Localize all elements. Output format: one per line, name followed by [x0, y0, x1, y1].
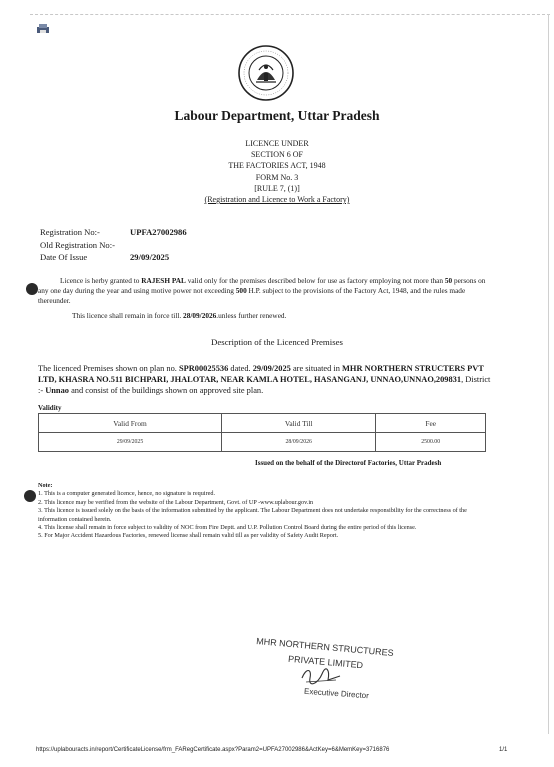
printer-icon	[36, 24, 50, 34]
column-header-valid-from: Valid From	[39, 414, 222, 433]
up-government-emblem	[237, 44, 295, 102]
note-item: 3. This licence is issued solely on the basis of the information submitted by the applicant. The Labour Department does not undertake responsibility for the correctness of the information contained herein.	[38, 507, 467, 523]
validity-label: Validity	[38, 404, 62, 412]
plan-number: SPR00025536	[178, 364, 229, 373]
premises-address: MHR NORTHERN STRUCTERS PVT LTD, KHASRA NO.511 BICHPARI, JHALOTAR, NEAR KAMLA HOTEL, HASANGANJ, UNNAO,UNNAO,209831	[38, 364, 484, 384]
old-registration-label: Old Registration No:-	[40, 239, 115, 250]
note-item: 5. For Major Accident Hazardous Factories, renewed license shall remain valid till as per validity of Safety Audit Report.	[38, 532, 339, 540]
heading-line: THE FACTORIES ACT, 1948	[228, 161, 326, 171]
date-of-issue-label: Date Of Issue	[40, 252, 88, 263]
signature-mark	[296, 664, 346, 688]
heading-line: SECTION 6 OF	[250, 150, 303, 160]
registration-no-label: Registration No:-	[40, 227, 100, 237]
licence-grant-paragraph: Licence is herby granted to RAJESH PAL valid only for the premises described below for use as factory employing not more than 50 persons on any one day during the year and using motive power not exceeding 500 H.P. subject to the provisions of the Factory Act, 1948, and the rules made thereunder.	[38, 276, 486, 305]
validity-table	[38, 413, 486, 452]
licence-force-paragraph: This licence shall remain in force till. 28/09/2026.unless further renewed.	[72, 311, 287, 320]
table-header-row	[39, 414, 486, 433]
column-header-valid-till: Valid Till	[222, 414, 376, 433]
fee-cell: 2500.00	[376, 433, 486, 452]
footer-page-number: 1/1	[499, 747, 508, 753]
heading-line: FORM No. 3	[255, 172, 299, 182]
column-header-fee: Fee	[376, 414, 486, 433]
premises-paragraph: The licenced Premises shown on plan no. SPR00025536 dated. 29/09/2025 are situated in MHR NORTHERN STRUCTERS PVT LTD, KHASRA NO.511 BICHPARI, JHALOTAR, NEAR KAMLA HOTEL, HASANGANJ, UNNAO,UNNAO,209831, District :- Unnao and consist of the buildings shown on approved site plan.	[38, 364, 491, 395]
stamp-company-type: PRIVATE LIMITED	[287, 653, 364, 671]
licence-heading-block	[0, 138, 554, 205]
force-till-date: 28/09/2026	[183, 311, 217, 320]
punch-hole-mark	[24, 490, 36, 502]
plan-date: 29/09/2025	[252, 364, 291, 373]
valid-from-cell: 29/09/2025	[39, 433, 222, 452]
registration-no-value: UPFA27002986	[130, 227, 187, 237]
premises-description-title: Description of the Licenced Premises	[211, 337, 343, 347]
licensee-name: RAJESH PAL	[141, 276, 186, 285]
max-persons: 50	[444, 276, 453, 285]
company-stamp	[256, 638, 396, 718]
date-of-issue-value: 29/09/2025	[130, 252, 170, 263]
footer-url: https://uplabouracts.in/report/CertificateLicense/frm_FARegCertificate.aspx?Param2=UPFA27002986&ActKey=6&MemKey=3716876	[36, 747, 390, 753]
punch-hole-mark	[26, 283, 38, 295]
scan-edge-top	[30, 14, 550, 15]
note-item: 1. This is a computer generated licence, hence, no signature is required.	[38, 490, 216, 498]
notes-block	[38, 482, 488, 541]
heading-line: [RULE 7, (1)]	[254, 183, 300, 193]
notes-label: Note:	[38, 482, 53, 489]
issued-on-behalf-line: Issued on the behalf of the Directorof Factories, Uttar Pradesh	[255, 459, 442, 467]
licence-subtitle: (Registration and Licence to Work a Factory)	[204, 195, 350, 205]
district-name: Unnao	[45, 386, 69, 395]
table-row	[39, 433, 486, 452]
registration-block	[40, 226, 187, 264]
note-item: 4. This license shall remain in force subject to validity of NOC from Fire Deptt. and U.P. Pollution Control Board during the entire period of this license.	[38, 524, 417, 532]
document-title: Labour Department, Uttar Pradesh	[174, 108, 380, 123]
heading-line: LICENCE UNDER	[245, 139, 309, 148]
stamp-company-name: MHR NORTHERN STRUCTURES	[255, 636, 395, 658]
stamp-designation: Executive Director	[303, 686, 370, 701]
note-item: 2. This licence may be verified from the website of the Labour Department, Govt. of UP -www.uplabour.gov.in	[38, 498, 314, 506]
valid-till-cell: 28/09/2026	[222, 433, 376, 452]
max-horsepower: 500	[235, 285, 247, 295]
